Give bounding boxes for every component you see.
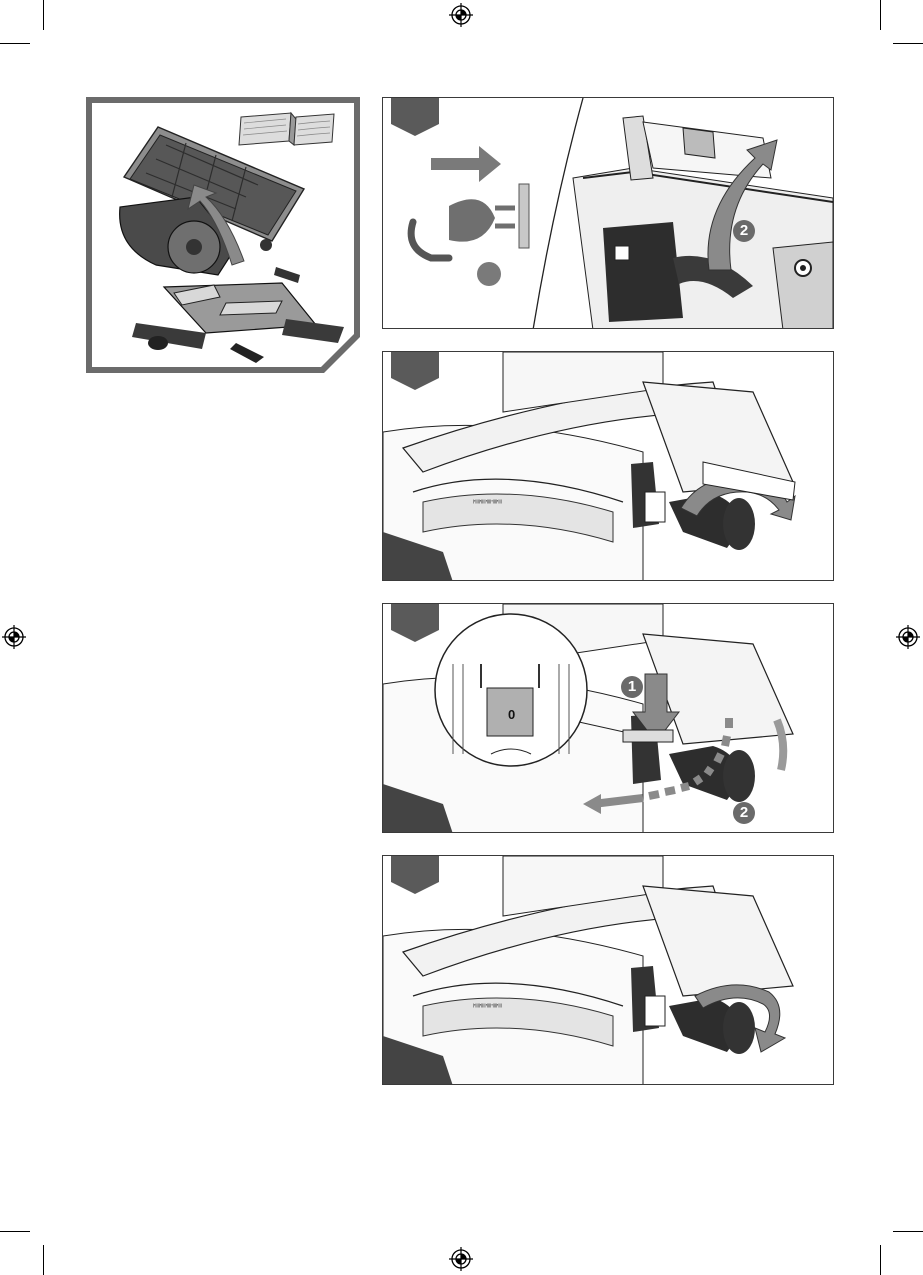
crop-mark-top-left-h [0,43,30,44]
registration-mark-icon [896,625,920,649]
step-callout: 2 [733,220,755,242]
wood-blocks-icon [239,113,334,145]
svg-text:ˡ'ˡˡˡˡ'ˡˡˡˡ'ˡˡˡˡ'ˡˡˡˡ'ˡˡˡ: ˡ'ˡˡˡˡ'ˡˡˡˡ'ˡˡˡˡ'ˡˡˡˡ'ˡˡˡ [473,500,502,507]
registration-mark-icon [2,625,26,649]
crop-mark-bottom-right-v [880,1245,881,1275]
step-callout: 2 [733,802,755,824]
registration-mark-icon [449,3,473,27]
registration-mark-icon [449,1247,473,1271]
crop-mark-bottom-left-h [0,1231,30,1232]
step-panel-release-lever [382,603,834,833]
crop-mark-top-right-h [893,43,923,44]
unplug-arrow-icon [431,146,501,182]
crop-mark-bottom-left-v [43,1245,44,1275]
step-callout: 1 [621,676,643,698]
unplug-icon [411,184,529,286]
step-panel-loosen-knob [382,351,834,581]
crop-mark-bottom-right-h [893,1231,923,1232]
crop-mark-top-left-v [43,0,44,30]
svg-text:ˡ'ˡˡˡˡ'ˡˡˡˡ'ˡˡˡˡ'ˡˡˡˡ'ˡˡˡ: ˡ'ˡˡˡˡ'ˡˡˡˡ'ˡˡˡˡ'ˡˡˡˡ'ˡˡˡ [473,1004,502,1011]
detail-label: 0 [508,707,516,722]
step-panel-unplug [382,97,834,329]
crop-mark-top-right-v [880,0,881,30]
overview-illustration [86,97,360,373]
step-panel-tighten-knob [382,855,834,1085]
